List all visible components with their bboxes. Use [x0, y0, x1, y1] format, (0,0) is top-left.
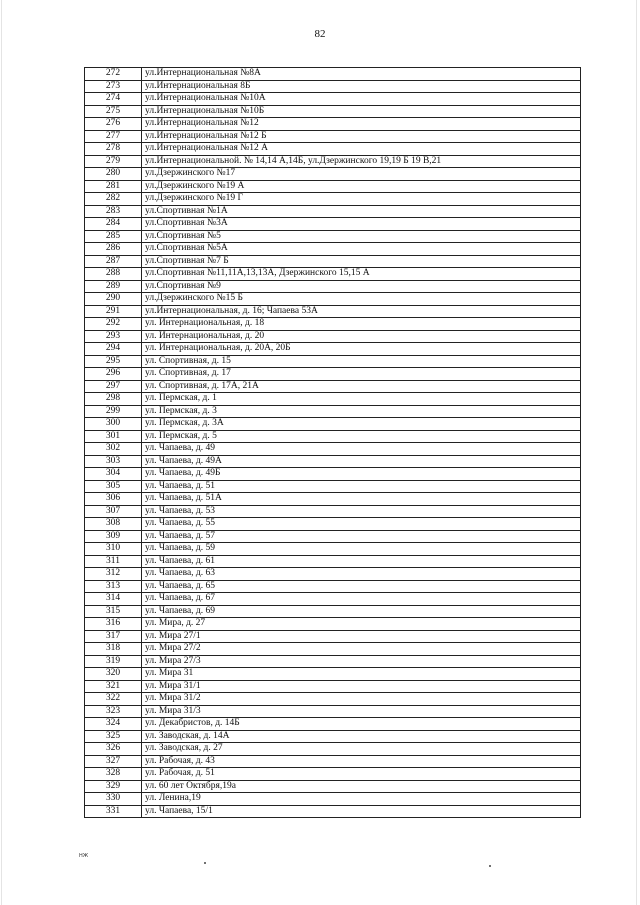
table-row [85, 430, 581, 443]
table-row [85, 580, 581, 593]
row-number: 331 [85, 805, 142, 818]
row-address: ул. Чапаева, д. 67 [142, 593, 581, 606]
row-address: ул. Спортивная, д. 17А, 21А [142, 380, 581, 393]
row-address: ул.Спортивная №1А [142, 205, 581, 218]
table-row [85, 68, 581, 81]
table-row [85, 305, 581, 318]
row-address: ул. Мира, д. 27 [142, 618, 581, 631]
row-number: 328 [85, 768, 142, 781]
row-address: ул.Спортивная №5 [142, 230, 581, 243]
row-number: 304 [85, 468, 142, 481]
row-number: 276 [85, 118, 142, 131]
row-number: 314 [85, 593, 142, 606]
table-row [85, 368, 581, 381]
table-row [85, 505, 581, 518]
row-number: 275 [85, 105, 142, 118]
row-address: ул. Интернациональная, д. 18 [142, 318, 581, 331]
table-row [85, 755, 581, 768]
row-number: 292 [85, 318, 142, 331]
address-table [84, 67, 581, 818]
row-number: 299 [85, 405, 142, 418]
table-row [85, 168, 581, 181]
row-address: ул. Чапаева, д. 49А [142, 455, 581, 468]
table-row [85, 393, 581, 406]
row-address: ул. Интернациональная, д. 20А, 20Б [142, 343, 581, 356]
row-address: ул. Мира 27/2 [142, 643, 581, 656]
row-number: 278 [85, 143, 142, 156]
row-number: 313 [85, 580, 142, 593]
table-row [85, 180, 581, 193]
table-row [85, 143, 581, 156]
table-row [85, 605, 581, 618]
table-row [85, 405, 581, 418]
row-number: 295 [85, 355, 142, 368]
row-number: 329 [85, 780, 142, 793]
row-number: 298 [85, 393, 142, 406]
row-number: 293 [85, 330, 142, 343]
table-row [85, 718, 581, 731]
row-address: ул.Интернациональная №8А [142, 68, 581, 81]
footer-mark: НЖ [79, 853, 89, 859]
table-row [85, 230, 581, 243]
row-address: ул. Пермская, д. 3А [142, 418, 581, 431]
row-address: ул. Мира 31/3 [142, 705, 581, 718]
row-address: ул.Спортивная №9 [142, 280, 581, 293]
table-row [85, 793, 581, 806]
scan-edge-right [636, 0, 637, 905]
row-address: ул. Декабристов, д. 14Б [142, 718, 581, 731]
row-number: 286 [85, 243, 142, 256]
table-row [85, 93, 581, 106]
scan-speck [204, 862, 206, 864]
table-row [85, 555, 581, 568]
table-row [85, 255, 581, 268]
table-row [85, 455, 581, 468]
table-row [85, 293, 581, 306]
row-number: 282 [85, 193, 142, 206]
row-number: 326 [85, 743, 142, 756]
row-address: ул. Пермская, д. 5 [142, 430, 581, 443]
row-number: 296 [85, 368, 142, 381]
row-number: 294 [85, 343, 142, 356]
row-number: 288 [85, 268, 142, 281]
row-address: ул. Спортивная, д. 17 [142, 368, 581, 381]
table-row [85, 530, 581, 543]
table-row [85, 380, 581, 393]
row-address: ул. Чапаева, д. 69 [142, 605, 581, 618]
row-number: 308 [85, 518, 142, 531]
row-address: ул.Спортивная №3А [142, 218, 581, 231]
row-address: ул. Пермская, д. 3 [142, 405, 581, 418]
table-row [85, 118, 581, 131]
row-address: ул. Чапаева, д. 65 [142, 580, 581, 593]
row-address: ул. Чапаева, д. 61 [142, 555, 581, 568]
table-row [85, 355, 581, 368]
row-number: 274 [85, 93, 142, 106]
row-address: ул.Интернациональная №12 [142, 118, 581, 131]
row-number: 277 [85, 130, 142, 143]
row-address: ул.Интернациональная №12 А [142, 143, 581, 156]
table-row [85, 480, 581, 493]
row-address: ул. Мира 27/3 [142, 655, 581, 668]
row-address: ул. Интернациональная, д. 20 [142, 330, 581, 343]
table-row [85, 330, 581, 343]
row-address: ул. Мира 31/1 [142, 680, 581, 693]
row-address: ул. Мира 27/1 [142, 630, 581, 643]
row-number: 320 [85, 668, 142, 681]
row-number: 307 [85, 505, 142, 518]
row-number: 300 [85, 418, 142, 431]
table-row [85, 493, 581, 506]
row-address: ул. Мира 31/2 [142, 693, 581, 706]
row-address: ул.Интернациональная, д. 16; Чапаева 53А [142, 305, 581, 318]
row-address: ул.Спортивная №7 Б [142, 255, 581, 268]
row-number: 291 [85, 305, 142, 318]
row-address: ул. Чапаева, д. 59 [142, 543, 581, 556]
row-address: ул.Интернациональная 8Б [142, 80, 581, 93]
row-number: 322 [85, 693, 142, 706]
table-row [85, 743, 581, 756]
address-table-body [85, 68, 581, 818]
row-address: ул. Рабочая, д. 51 [142, 768, 581, 781]
table-row [85, 193, 581, 206]
row-number: 305 [85, 480, 142, 493]
row-number: 297 [85, 380, 142, 393]
row-number: 319 [85, 655, 142, 668]
table-row [85, 768, 581, 781]
table-row [85, 630, 581, 643]
row-address: ул.Спортивная №11,11А,13,13А, Дзержинского 15,15 А [142, 268, 581, 281]
table-row [85, 443, 581, 456]
table-row [85, 568, 581, 581]
row-address: ул. Чапаева, д. 55 [142, 518, 581, 531]
table-row [85, 218, 581, 231]
row-number: 318 [85, 643, 142, 656]
row-address: ул.Интернациональная №10А [142, 93, 581, 106]
row-address: ул.Интернациональной. № 14,14 А,14Б, ул.Дзержинского 19,19 Б 19 В,21 [142, 155, 581, 168]
row-address: ул. Чапаева, д. 49 [142, 443, 581, 456]
table-row [85, 130, 581, 143]
row-number: 323 [85, 705, 142, 718]
row-number: 284 [85, 218, 142, 231]
page-number: 82 [314, 28, 326, 40]
row-number: 303 [85, 455, 142, 468]
row-address: ул. Мира 31 [142, 668, 581, 681]
table-row [85, 655, 581, 668]
row-number: 316 [85, 618, 142, 631]
table-row [85, 680, 581, 693]
row-number: 306 [85, 493, 142, 506]
row-number: 281 [85, 180, 142, 193]
row-number: 289 [85, 280, 142, 293]
row-address: ул.Интернациональная №12 Б [142, 130, 581, 143]
row-number: 321 [85, 680, 142, 693]
row-number: 273 [85, 80, 142, 93]
table-row [85, 518, 581, 531]
row-number: 309 [85, 530, 142, 543]
row-number: 312 [85, 568, 142, 581]
row-number: 279 [85, 155, 142, 168]
table-row [85, 730, 581, 743]
table-row [85, 155, 581, 168]
table-row [85, 543, 581, 556]
row-address: ул. Чапаева, д. 63 [142, 568, 581, 581]
table-row [85, 468, 581, 481]
row-address: ул.Дзержинского №19 А [142, 180, 581, 193]
row-number: 301 [85, 430, 142, 443]
table-row [85, 418, 581, 431]
row-address: ул. Ленина,19 [142, 793, 581, 806]
table-row [85, 205, 581, 218]
scan-edge-left [1, 0, 2, 905]
row-number: 287 [85, 255, 142, 268]
table-row [85, 643, 581, 656]
row-number: 327 [85, 755, 142, 768]
row-address: ул. Заводская, д. 14А [142, 730, 581, 743]
row-address: ул. Чапаева, 15/1 [142, 805, 581, 818]
row-number: 290 [85, 293, 142, 306]
table-row [85, 705, 581, 718]
table-row [85, 618, 581, 631]
row-address: ул. Чапаева, д. 51А [142, 493, 581, 506]
row-number: 325 [85, 730, 142, 743]
table-row [85, 693, 581, 706]
table-row [85, 243, 581, 256]
table-row [85, 80, 581, 93]
table-row [85, 593, 581, 606]
row-address: ул.Интернациональная №10Б [142, 105, 581, 118]
row-address: ул.Дзержинского №15 Б [142, 293, 581, 306]
row-number: 330 [85, 793, 142, 806]
row-address: ул.Дзержинского №17 [142, 168, 581, 181]
row-number: 283 [85, 205, 142, 218]
row-address: ул. Пермская, д. 1 [142, 393, 581, 406]
row-address: ул. Чапаева, д. 53 [142, 505, 581, 518]
row-address: ул.Спортивная №5А [142, 243, 581, 256]
row-number: 272 [85, 68, 142, 81]
row-number: 285 [85, 230, 142, 243]
table-row [85, 780, 581, 793]
table-row [85, 105, 581, 118]
row-address: ул. Чапаева, д. 49Б [142, 468, 581, 481]
row-number: 317 [85, 630, 142, 643]
table-row [85, 318, 581, 331]
row-address: ул. Рабочая, д. 43 [142, 755, 581, 768]
table-row [85, 343, 581, 356]
table-row [85, 280, 581, 293]
row-address: ул. 60 лет Октября,19а [142, 780, 581, 793]
row-number: 315 [85, 605, 142, 618]
row-number: 324 [85, 718, 142, 731]
scan-speck [489, 865, 491, 867]
table-row [85, 668, 581, 681]
row-address: ул. Заводская, д. 27 [142, 743, 581, 756]
row-number: 280 [85, 168, 142, 181]
row-number: 310 [85, 543, 142, 556]
table-row [85, 268, 581, 281]
row-address: ул. Спортивная, д. 15 [142, 355, 581, 368]
row-address: ул.Дзержинского №19 Г [142, 193, 581, 206]
row-number: 302 [85, 443, 142, 456]
table-row [85, 805, 581, 818]
row-number: 311 [85, 555, 142, 568]
row-address: ул. Чапаева, д. 51 [142, 480, 581, 493]
row-address: ул. Чапаева, д. 57 [142, 530, 581, 543]
